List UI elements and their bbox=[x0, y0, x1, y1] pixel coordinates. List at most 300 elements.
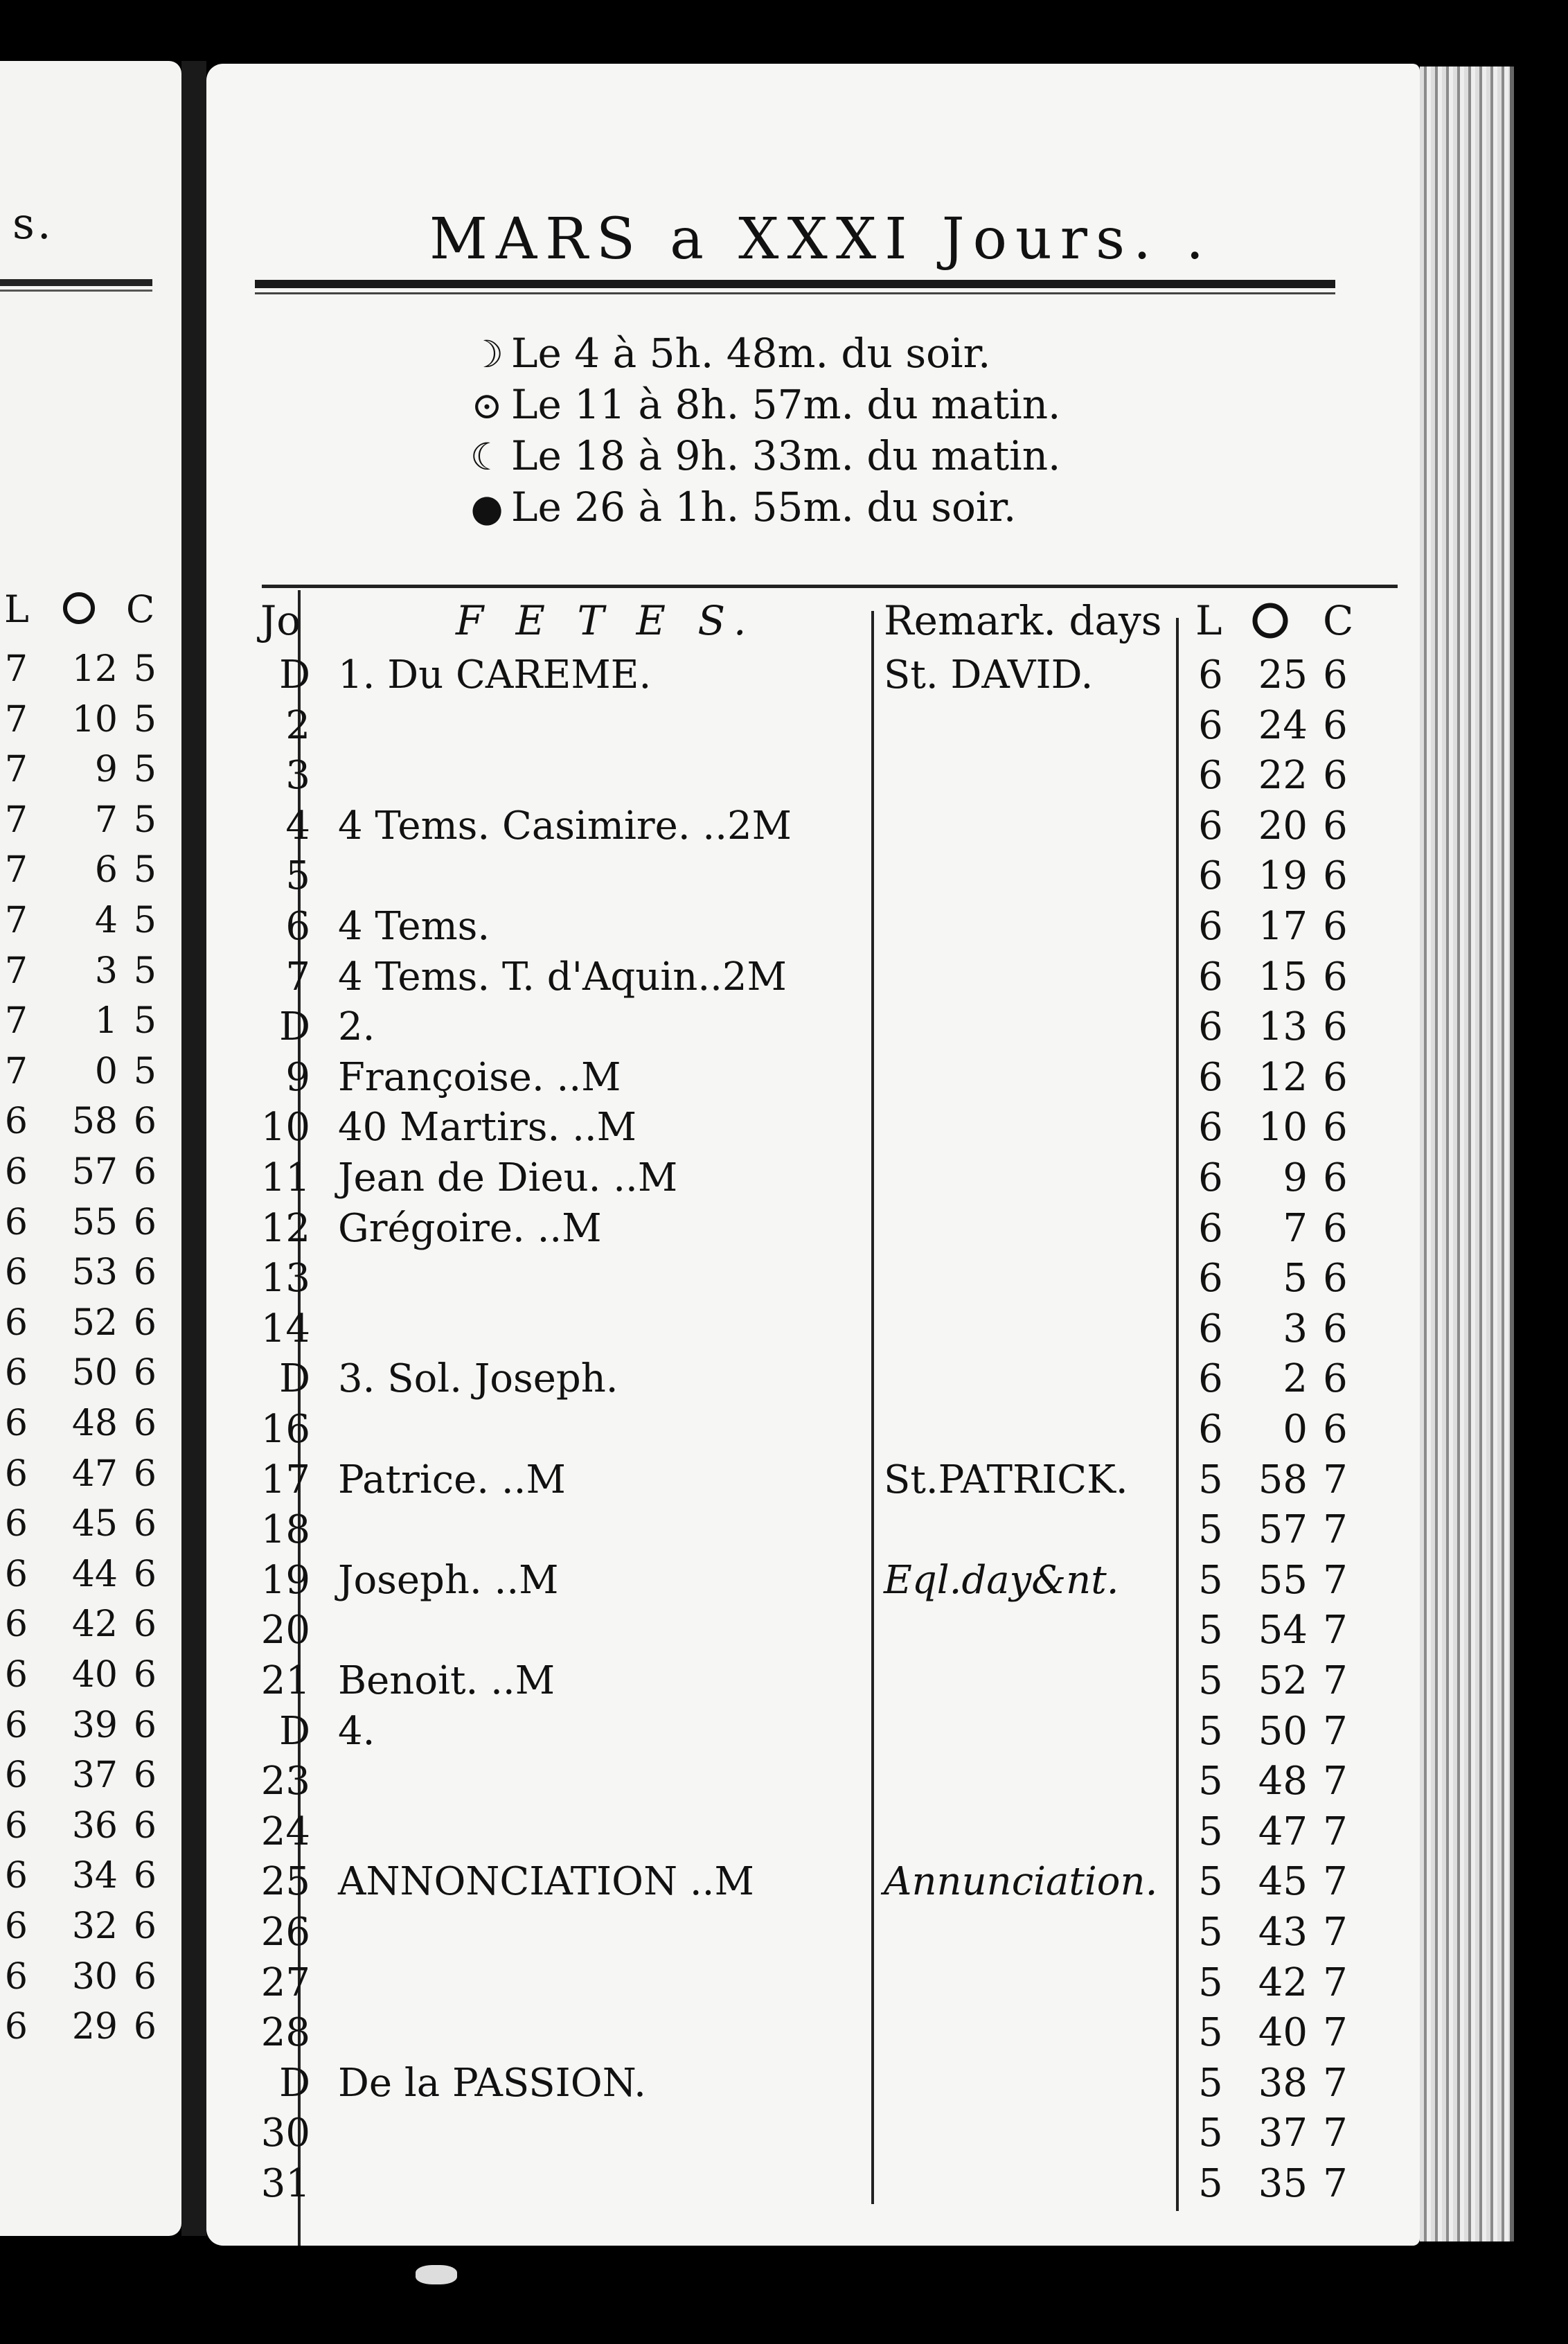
left-page-cell: 5 bbox=[133, 950, 157, 992]
left-page-cell: 6 bbox=[133, 1151, 157, 1193]
row-m: 5 bbox=[1283, 1256, 1308, 1302]
left-page-row bbox=[0, 1805, 181, 1855]
row-day: D bbox=[279, 652, 310, 698]
left-page-cell: 6 bbox=[4, 1604, 28, 1646]
row-c: 7 bbox=[1323, 1658, 1348, 1703]
left-page-cell: 6 bbox=[133, 1604, 157, 1646]
row-l: 6 bbox=[1198, 1054, 1223, 1100]
row-c: 6 bbox=[1323, 954, 1348, 1000]
calendar-row bbox=[206, 1055, 1420, 1105]
left-page-cell: 5 bbox=[133, 749, 157, 791]
row-day: 9 bbox=[285, 1054, 310, 1100]
row-m: 22 bbox=[1258, 753, 1308, 799]
book-page-edges bbox=[1420, 66, 1514, 2241]
left-page-cell: 0 bbox=[94, 1050, 118, 1092]
row-c: 6 bbox=[1323, 1407, 1348, 1452]
left-page-cell: 6 bbox=[4, 1403, 28, 1444]
row-fete: Joseph. ..M bbox=[338, 1557, 559, 1603]
row-m: 47 bbox=[1258, 1809, 1308, 1854]
left-page-cell: 37 bbox=[71, 1755, 118, 1797]
calendar-row bbox=[206, 1558, 1420, 1608]
row-day: 31 bbox=[260, 2161, 310, 2206]
calendar-row bbox=[206, 955, 1420, 1004]
left-page-cell: 57 bbox=[71, 1151, 118, 1193]
row-l: 5 bbox=[1198, 2111, 1223, 2156]
calendar-row bbox=[206, 1608, 1420, 1658]
row-c: 6 bbox=[1323, 1054, 1348, 1100]
row-l: 5 bbox=[1198, 2161, 1223, 2206]
row-c: 6 bbox=[1323, 1306, 1348, 1351]
calendar-row bbox=[206, 1457, 1420, 1507]
row-day: 12 bbox=[260, 1205, 310, 1251]
page-title: MARS a XXXI Jours. . bbox=[429, 206, 1213, 272]
row-m: 42 bbox=[1258, 1960, 1308, 2005]
left-page-row bbox=[0, 849, 181, 899]
row-c: 7 bbox=[1323, 1507, 1348, 1553]
left-page-cell: 6 bbox=[4, 1252, 28, 1294]
row-fete: De la PASSION. bbox=[338, 2060, 646, 2106]
left-page-cell: 6 bbox=[133, 1403, 157, 1444]
left-page-row bbox=[0, 699, 181, 749]
left-page-row bbox=[0, 1302, 181, 1352]
calendar-row bbox=[206, 1206, 1420, 1256]
row-remark: Annunciation. bbox=[884, 1859, 1158, 1905]
row-l: 5 bbox=[1198, 1557, 1223, 1603]
row-c: 7 bbox=[1323, 1759, 1348, 1804]
left-page-cell: 55 bbox=[71, 1201, 118, 1243]
left-page-cell: 7 bbox=[4, 950, 28, 992]
left-page-row bbox=[0, 1352, 181, 1402]
row-fete: Patrice. ..M bbox=[338, 1457, 566, 1502]
row-l: 6 bbox=[1198, 1306, 1223, 1351]
moon-phase-text: Le 4 à 5h. 48m. du soir. bbox=[511, 330, 991, 377]
left-page-row bbox=[0, 1453, 181, 1503]
row-l: 5 bbox=[1198, 1658, 1223, 1703]
left-page-cell: 1 bbox=[94, 1000, 118, 1042]
row-c: 7 bbox=[1323, 2111, 1348, 2156]
row-fete: 3. Sol. Joseph. bbox=[338, 1356, 618, 1402]
row-m: 52 bbox=[1258, 1658, 1308, 1703]
header-remarks: Remark. days bbox=[884, 597, 1162, 644]
left-page-cell: 7 bbox=[4, 648, 28, 690]
row-c: 7 bbox=[1323, 1859, 1348, 1905]
left-page-cell: 5 bbox=[133, 799, 157, 841]
left-page-cell: 6 bbox=[133, 1352, 157, 1394]
left-page-row bbox=[0, 1151, 181, 1201]
row-l: 6 bbox=[1198, 904, 1223, 949]
calendar-row bbox=[206, 2161, 1420, 2211]
row-l: 6 bbox=[1198, 1407, 1223, 1452]
row-day: D bbox=[279, 2060, 310, 2106]
left-page-cell: 6 bbox=[133, 1201, 157, 1243]
row-m: 19 bbox=[1258, 853, 1308, 899]
row-c: 6 bbox=[1323, 1105, 1348, 1151]
row-fete: Benoit. ..M bbox=[338, 1658, 555, 1703]
row-m: 54 bbox=[1258, 1608, 1308, 1653]
calendar-row bbox=[206, 2010, 1420, 2060]
row-c: 7 bbox=[1323, 1960, 1348, 2005]
row-day: D bbox=[279, 1356, 310, 1402]
calendar-row bbox=[206, 853, 1420, 903]
row-m: 58 bbox=[1258, 1457, 1308, 1502]
left-page-cell: 5 bbox=[133, 648, 157, 690]
calendar-page bbox=[206, 64, 1420, 2246]
left-page-cell: 42 bbox=[71, 1604, 118, 1646]
row-day: 10 bbox=[260, 1105, 310, 1151]
left-page-cell: 6 bbox=[4, 1855, 28, 1897]
calendar-row bbox=[206, 1306, 1420, 1356]
moon-phase-line bbox=[463, 483, 1016, 533]
calendar-row bbox=[206, 1105, 1420, 1155]
left-page-cell: 6 bbox=[133, 1654, 157, 1696]
row-l: 6 bbox=[1198, 1256, 1223, 1302]
calendar-row bbox=[206, 1658, 1420, 1708]
left-page-cell: 7 bbox=[4, 1050, 28, 1092]
left-page-row bbox=[0, 950, 181, 1000]
left-page-cell: 53 bbox=[71, 1252, 118, 1294]
left-page-row bbox=[0, 1051, 181, 1101]
left-page-cell: 6 bbox=[4, 1302, 28, 1344]
calendar-row bbox=[206, 2061, 1420, 2111]
left-header-c: C bbox=[126, 587, 155, 631]
row-c: 6 bbox=[1323, 1256, 1348, 1302]
calendar-row bbox=[206, 1709, 1420, 1759]
row-day: 27 bbox=[260, 1960, 310, 2005]
calendar-row bbox=[206, 1004, 1420, 1054]
row-c: 6 bbox=[1323, 853, 1348, 899]
row-c: 7 bbox=[1323, 1608, 1348, 1653]
left-page-cell: 7 bbox=[4, 1000, 28, 1042]
left-page-cell: 6 bbox=[4, 1955, 28, 1998]
row-day: 16 bbox=[260, 1407, 310, 1452]
full-moon-icon: ⊙ bbox=[471, 384, 503, 427]
left-page-cell: 6 bbox=[4, 1101, 28, 1143]
left-page-cell: 7 bbox=[4, 849, 28, 891]
row-day: 28 bbox=[260, 2010, 310, 2056]
left-page-cell: 4 bbox=[94, 900, 118, 941]
moon-phase-line bbox=[463, 330, 990, 380]
left-page-cell: 12 bbox=[71, 648, 118, 690]
row-l: 5 bbox=[1198, 1507, 1223, 1553]
row-l: 5 bbox=[1198, 1859, 1223, 1905]
row-c: 6 bbox=[1323, 904, 1348, 949]
left-page-row bbox=[0, 1202, 181, 1252]
left-page-cell: 6 bbox=[4, 1201, 28, 1243]
moon-phase-text: Le 26 à 1h. 55m. du soir. bbox=[511, 483, 1017, 531]
row-c: 7 bbox=[1323, 1708, 1348, 1754]
header-c: C bbox=[1323, 597, 1354, 644]
row-m: 48 bbox=[1258, 1759, 1308, 1804]
row-day: 20 bbox=[260, 1608, 310, 1653]
left-page-cell: 6 bbox=[4, 2006, 28, 2048]
left-page-cell: 10 bbox=[71, 698, 118, 740]
row-m: 25 bbox=[1258, 652, 1308, 698]
row-m: 50 bbox=[1258, 1708, 1308, 1754]
first-quarter-moon-icon: ☽ bbox=[470, 332, 504, 376]
header-day: Jo bbox=[260, 597, 301, 644]
left-page-cell: 6 bbox=[4, 1453, 28, 1495]
row-fete: Françoise. ..M bbox=[338, 1054, 621, 1100]
row-day: 30 bbox=[260, 2111, 310, 2156]
row-day: 24 bbox=[260, 1809, 310, 1854]
left-page-cell: 6 bbox=[133, 1906, 157, 1947]
left-page-cell: 30 bbox=[71, 1955, 118, 1998]
calendar-row bbox=[206, 1256, 1420, 1306]
left-page-cell: 47 bbox=[71, 1453, 118, 1495]
calendar-row bbox=[206, 753, 1420, 803]
calendar-row bbox=[206, 652, 1420, 702]
calendar-row bbox=[206, 1356, 1420, 1406]
moon-phase-line bbox=[463, 381, 1060, 431]
left-page-cell: 6 bbox=[133, 1955, 157, 1998]
left-page-cell: 6 bbox=[133, 1804, 157, 1847]
calendar-row bbox=[206, 1960, 1420, 2010]
left-page-row bbox=[0, 900, 181, 950]
row-c: 7 bbox=[1323, 1809, 1348, 1854]
left-header-sun-icon bbox=[60, 587, 98, 635]
left-page-cell: 9 bbox=[94, 749, 118, 791]
row-day: 13 bbox=[260, 1256, 310, 1302]
left-page-cell: 7 bbox=[4, 900, 28, 941]
left-page-row bbox=[0, 1503, 181, 1553]
row-m: 35 bbox=[1258, 2161, 1308, 2206]
row-fete: 1. Du CAREME. bbox=[338, 652, 652, 698]
row-l: 5 bbox=[1198, 1708, 1223, 1754]
row-day: D bbox=[279, 1004, 310, 1050]
row-c: 7 bbox=[1323, 1457, 1348, 1502]
left-page-cell: 7 bbox=[4, 698, 28, 740]
row-c: 7 bbox=[1323, 2010, 1348, 2056]
left-page-row bbox=[0, 1554, 181, 1604]
left-page-cell: 29 bbox=[71, 2006, 118, 2048]
left-page-cell: 36 bbox=[71, 1804, 118, 1847]
row-m: 9 bbox=[1283, 1155, 1308, 1200]
row-c: 6 bbox=[1323, 1004, 1348, 1050]
row-m: 3 bbox=[1283, 1306, 1308, 1351]
header-fetes: F E T E S. bbox=[456, 597, 756, 644]
row-l: 6 bbox=[1198, 753, 1223, 799]
row-m: 0 bbox=[1283, 1407, 1308, 1452]
left-page-row bbox=[0, 1101, 181, 1151]
left-page-row bbox=[0, 1906, 181, 1955]
row-day: 6 bbox=[285, 904, 310, 949]
left-header-l: L bbox=[4, 587, 29, 631]
row-fete: ANNONCIATION ..M bbox=[338, 1859, 754, 1905]
left-page-rule-thin bbox=[0, 290, 152, 292]
title-rule-thin bbox=[255, 292, 1335, 294]
left-page-cell: 48 bbox=[71, 1403, 118, 1444]
calendar-row bbox=[206, 904, 1420, 954]
calendar-row bbox=[206, 703, 1420, 753]
row-l: 5 bbox=[1198, 1759, 1223, 1804]
moon-phase-text: Le 18 à 9h. 33m. du matin. bbox=[511, 432, 1061, 479]
row-day: 7 bbox=[285, 954, 310, 1000]
row-day: 19 bbox=[260, 1557, 310, 1603]
table-top-rule bbox=[262, 585, 1398, 588]
left-page-cell: 6 bbox=[94, 849, 118, 891]
row-m: 17 bbox=[1258, 904, 1308, 949]
row-l: 6 bbox=[1198, 1105, 1223, 1151]
row-m: 20 bbox=[1258, 803, 1308, 849]
left-page-row bbox=[0, 749, 181, 799]
row-day: 18 bbox=[260, 1507, 310, 1553]
row-m: 57 bbox=[1258, 1507, 1308, 1553]
left-page-cell: 6 bbox=[4, 1804, 28, 1847]
left-page-cell: 5 bbox=[133, 698, 157, 740]
left-page-row bbox=[0, 1604, 181, 1653]
row-l: 5 bbox=[1198, 1809, 1223, 1854]
moon-phase-line bbox=[463, 432, 1060, 482]
row-fete: 4 Tems. T. d'Aquin..2M bbox=[338, 954, 787, 1000]
left-page-row bbox=[0, 1855, 181, 1905]
row-fete: Jean de Dieu. ..M bbox=[338, 1155, 678, 1200]
header-sun-icon bbox=[1249, 598, 1291, 650]
row-l: 6 bbox=[1198, 702, 1223, 748]
last-quarter-moon-icon: ☾ bbox=[470, 435, 504, 479]
row-l: 6 bbox=[1198, 1356, 1223, 1402]
row-day: 26 bbox=[260, 1910, 310, 1955]
left-page-rule bbox=[0, 279, 152, 286]
row-m: 24 bbox=[1258, 702, 1308, 748]
row-m: 37 bbox=[1258, 2111, 1308, 2156]
left-page-row bbox=[0, 2006, 181, 2056]
left-page-cell: 6 bbox=[133, 1755, 157, 1797]
row-c: 6 bbox=[1323, 1155, 1348, 1200]
row-l: 6 bbox=[1198, 1004, 1223, 1050]
row-day: 3 bbox=[285, 753, 310, 799]
row-m: 38 bbox=[1258, 2060, 1308, 2106]
left-page-cell: 40 bbox=[71, 1654, 118, 1696]
title-rule bbox=[255, 280, 1335, 288]
row-day: 25 bbox=[260, 1859, 310, 1905]
left-page-cell: 3 bbox=[94, 950, 118, 992]
row-l: 5 bbox=[1198, 1960, 1223, 2005]
row-m: 12 bbox=[1258, 1054, 1308, 1100]
scan-speck bbox=[416, 2265, 457, 2284]
row-day: 23 bbox=[260, 1759, 310, 1804]
row-m: 55 bbox=[1258, 1557, 1308, 1603]
calendar-row bbox=[206, 1759, 1420, 1809]
row-l: 6 bbox=[1198, 853, 1223, 899]
left-page-cell: 50 bbox=[71, 1352, 118, 1394]
row-m: 40 bbox=[1258, 2010, 1308, 2056]
left-page-row bbox=[0, 1000, 181, 1050]
row-c: 7 bbox=[1323, 2161, 1348, 2206]
row-l: 5 bbox=[1198, 1608, 1223, 1653]
row-c: 6 bbox=[1323, 803, 1348, 849]
row-c: 6 bbox=[1323, 702, 1348, 748]
header-l: L bbox=[1195, 597, 1222, 644]
row-c: 6 bbox=[1323, 1205, 1348, 1251]
row-m: 2 bbox=[1283, 1356, 1308, 1402]
left-page-cell: 6 bbox=[133, 1553, 157, 1595]
row-c: 6 bbox=[1323, 652, 1348, 698]
row-l: 5 bbox=[1198, 1457, 1223, 1502]
row-fete: 40 Martirs. ..M bbox=[338, 1105, 637, 1151]
calendar-row bbox=[206, 1859, 1420, 1909]
left-page-row bbox=[0, 1654, 181, 1704]
calendar-row bbox=[206, 1809, 1420, 1859]
calendar-row bbox=[206, 1407, 1420, 1457]
left-page-cell: 6 bbox=[4, 1906, 28, 1947]
left-page-row bbox=[0, 799, 181, 849]
row-day: 11 bbox=[260, 1155, 310, 1200]
row-m: 10 bbox=[1258, 1105, 1308, 1151]
left-page-cell: 6 bbox=[4, 1151, 28, 1193]
row-c: 7 bbox=[1323, 1910, 1348, 1955]
left-page-cell: 6 bbox=[133, 1704, 157, 1746]
left-page-title-fragment: s. bbox=[12, 198, 54, 249]
left-page bbox=[0, 61, 181, 2236]
left-page-row bbox=[0, 1755, 181, 1804]
row-l: 5 bbox=[1198, 2010, 1223, 2056]
row-day: 5 bbox=[285, 853, 310, 899]
left-page-cell: 45 bbox=[71, 1503, 118, 1545]
left-page-row bbox=[0, 648, 181, 698]
row-fete: 2. bbox=[338, 1004, 375, 1050]
new-moon-icon: ● bbox=[470, 486, 504, 530]
row-c: 6 bbox=[1323, 753, 1348, 799]
row-fete: Grégoire. ..M bbox=[338, 1205, 602, 1251]
row-fete: 4 Tems. Casimire. ..2M bbox=[338, 803, 792, 849]
left-page-cell: 34 bbox=[71, 1855, 118, 1897]
left-page-row bbox=[0, 1956, 181, 2006]
row-fete: 4. bbox=[338, 1708, 375, 1754]
calendar-row bbox=[206, 2111, 1420, 2160]
calendar-row bbox=[206, 1507, 1420, 1557]
left-page-cell: 7 bbox=[94, 799, 118, 841]
left-page-cell: 52 bbox=[71, 1302, 118, 1344]
row-m: 13 bbox=[1258, 1004, 1308, 1050]
left-page-cell: 6 bbox=[4, 1654, 28, 1696]
left-page-cell: 6 bbox=[133, 1503, 157, 1545]
row-fete: 4 Tems. bbox=[338, 904, 490, 949]
left-page-cell: 6 bbox=[4, 1553, 28, 1595]
row-l: 6 bbox=[1198, 803, 1223, 849]
left-page-row bbox=[0, 1705, 181, 1755]
left-page-cell: 6 bbox=[133, 1101, 157, 1143]
row-remark: Eql.day&nt. bbox=[884, 1557, 1119, 1603]
calendar-row bbox=[206, 1910, 1420, 1960]
left-page-cell: 6 bbox=[133, 2006, 157, 2048]
row-l: 6 bbox=[1198, 652, 1223, 698]
row-l: 6 bbox=[1198, 954, 1223, 1000]
row-day: 4 bbox=[285, 803, 310, 849]
left-page-cell: 5 bbox=[133, 900, 157, 941]
left-page-cell: 7 bbox=[4, 799, 28, 841]
book-gutter bbox=[181, 61, 206, 2236]
left-page-cell: 6 bbox=[4, 1704, 28, 1746]
row-day: D bbox=[279, 1708, 310, 1754]
row-m: 7 bbox=[1283, 1205, 1308, 1251]
left-page-cell: 6 bbox=[133, 1453, 157, 1495]
row-day: 2 bbox=[285, 702, 310, 748]
left-page-row bbox=[0, 1403, 181, 1453]
row-day: 14 bbox=[260, 1306, 310, 1351]
row-c: 7 bbox=[1323, 2060, 1348, 2106]
left-page-cell: 32 bbox=[71, 1906, 118, 1947]
row-l: 6 bbox=[1198, 1205, 1223, 1251]
row-l: 5 bbox=[1198, 2060, 1223, 2106]
left-page-cell: 6 bbox=[4, 1503, 28, 1545]
left-page-cell: 6 bbox=[133, 1252, 157, 1294]
row-day: 21 bbox=[260, 1658, 310, 1703]
left-page-cell: 39 bbox=[71, 1704, 118, 1746]
row-m: 15 bbox=[1258, 954, 1308, 1000]
left-page-cell: 58 bbox=[71, 1101, 118, 1143]
left-page-cell: 5 bbox=[133, 1000, 157, 1042]
row-l: 6 bbox=[1198, 1155, 1223, 1200]
